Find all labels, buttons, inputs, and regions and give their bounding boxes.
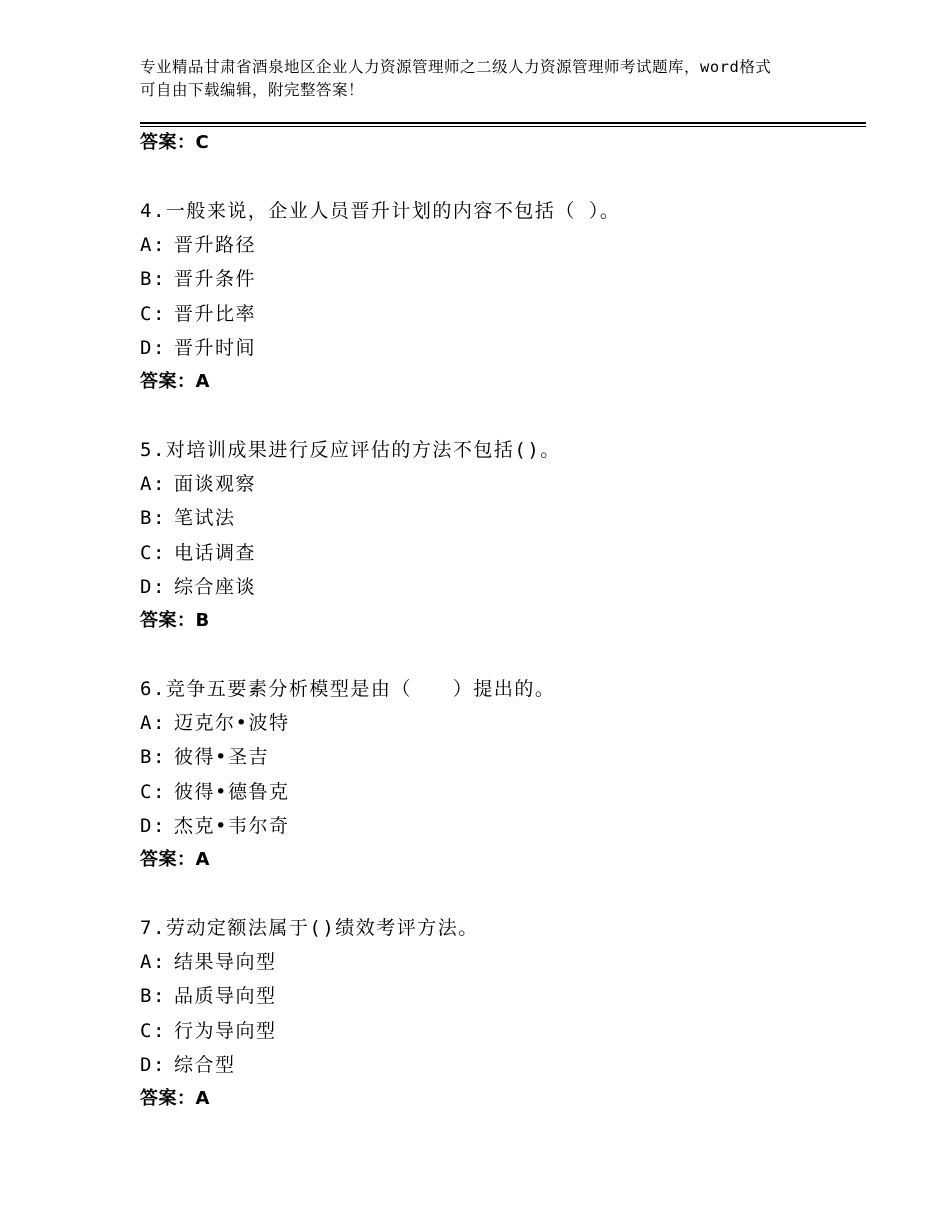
option-c (140, 536, 866, 570)
option-label: D: (140, 336, 166, 359)
option-label: C: (140, 302, 166, 325)
question-5 (140, 433, 866, 638)
answer-label: 答案： (140, 1087, 196, 1109)
option-a (140, 945, 866, 979)
answer-value: A (195, 848, 210, 870)
question-7 (140, 911, 866, 1116)
option-text: 结果导向型 (174, 951, 277, 974)
question-stem: 7.劳动定额法属于()绩效考评方法。 (140, 917, 479, 939)
document-header-title: 专业精品甘肃省酒泉地区企业人力资源管理师之二级人力资源管理师考试题库，word格式可自由下载编辑，附完整答案！ (140, 58, 772, 99)
option-label: A: (140, 951, 166, 974)
answer-value: A (195, 1087, 210, 1109)
option-label: D: (140, 1053, 166, 1076)
answer-label: 答案： (140, 848, 196, 870)
option-text: 综合座谈 (174, 575, 257, 598)
option-b (140, 979, 866, 1013)
option-d (140, 331, 866, 365)
option-label: B: (140, 985, 166, 1008)
option-label: A: (140, 234, 166, 257)
option-text: 品质导向型 (174, 985, 277, 1008)
option-label: D: (140, 814, 166, 837)
option-label: A: (140, 712, 166, 735)
option-label: A: (140, 473, 166, 496)
answer-label: 答案： (140, 370, 196, 392)
option-label: C: (140, 1019, 166, 1042)
option-d (140, 1048, 866, 1082)
option-label: B: (140, 268, 166, 291)
option-b (140, 740, 866, 774)
option-label: B: (140, 746, 166, 769)
option-label: C: (140, 541, 166, 564)
previous-answer (140, 131, 209, 155)
option-text: 笔试法 (174, 507, 236, 530)
option-text: 彼得•圣吉 (174, 746, 269, 769)
option-b (140, 262, 866, 296)
answer (140, 1082, 866, 1116)
question-stem: 5.对培训成果进行反应评估的方法不包括()。 (140, 439, 561, 461)
answer-value: A (195, 370, 210, 392)
option-text: 晋升时间 (174, 336, 257, 359)
option-label: D: (140, 575, 166, 598)
answer (140, 365, 866, 399)
answer (140, 843, 866, 877)
option-text: 综合型 (174, 1053, 236, 1076)
option-d (140, 809, 866, 843)
option-a (140, 467, 866, 501)
answer-value: B (195, 609, 210, 631)
option-c (140, 1014, 866, 1048)
option-text: 晋升条件 (174, 268, 257, 291)
answer-label: 答案： (140, 132, 196, 153)
answer-value: C (195, 132, 210, 153)
option-text: 电话调查 (174, 541, 257, 564)
option-c (140, 297, 866, 331)
option-a (140, 706, 866, 740)
option-text: 迈克尔•波特 (174, 712, 290, 735)
option-text: 面谈观察 (174, 473, 257, 496)
question-stem: 6.竞争五要素分析模型是由（ ）提出的。 (140, 678, 556, 700)
option-label: C: (140, 780, 166, 803)
option-d (140, 570, 866, 604)
answer-label: 答案： (140, 609, 196, 631)
option-text: 彼得•德鲁克 (174, 780, 290, 803)
question-stem: 4.一般来说，企业人员晋升计划的内容不包括（ ）。 (140, 200, 621, 222)
option-text: 杰克•韦尔奇 (174, 814, 290, 837)
option-c (140, 775, 866, 809)
header-divider-thick (140, 122, 866, 124)
option-text: 晋升路径 (174, 234, 257, 257)
header-divider-thin (140, 126, 866, 127)
option-b (140, 501, 866, 535)
option-label: B: (140, 507, 166, 530)
question-4 (140, 194, 866, 399)
answer (140, 604, 866, 638)
option-text: 行为导向型 (174, 1019, 277, 1042)
option-text: 晋升比率 (174, 302, 257, 325)
question-6 (140, 672, 866, 877)
option-a (140, 228, 866, 262)
